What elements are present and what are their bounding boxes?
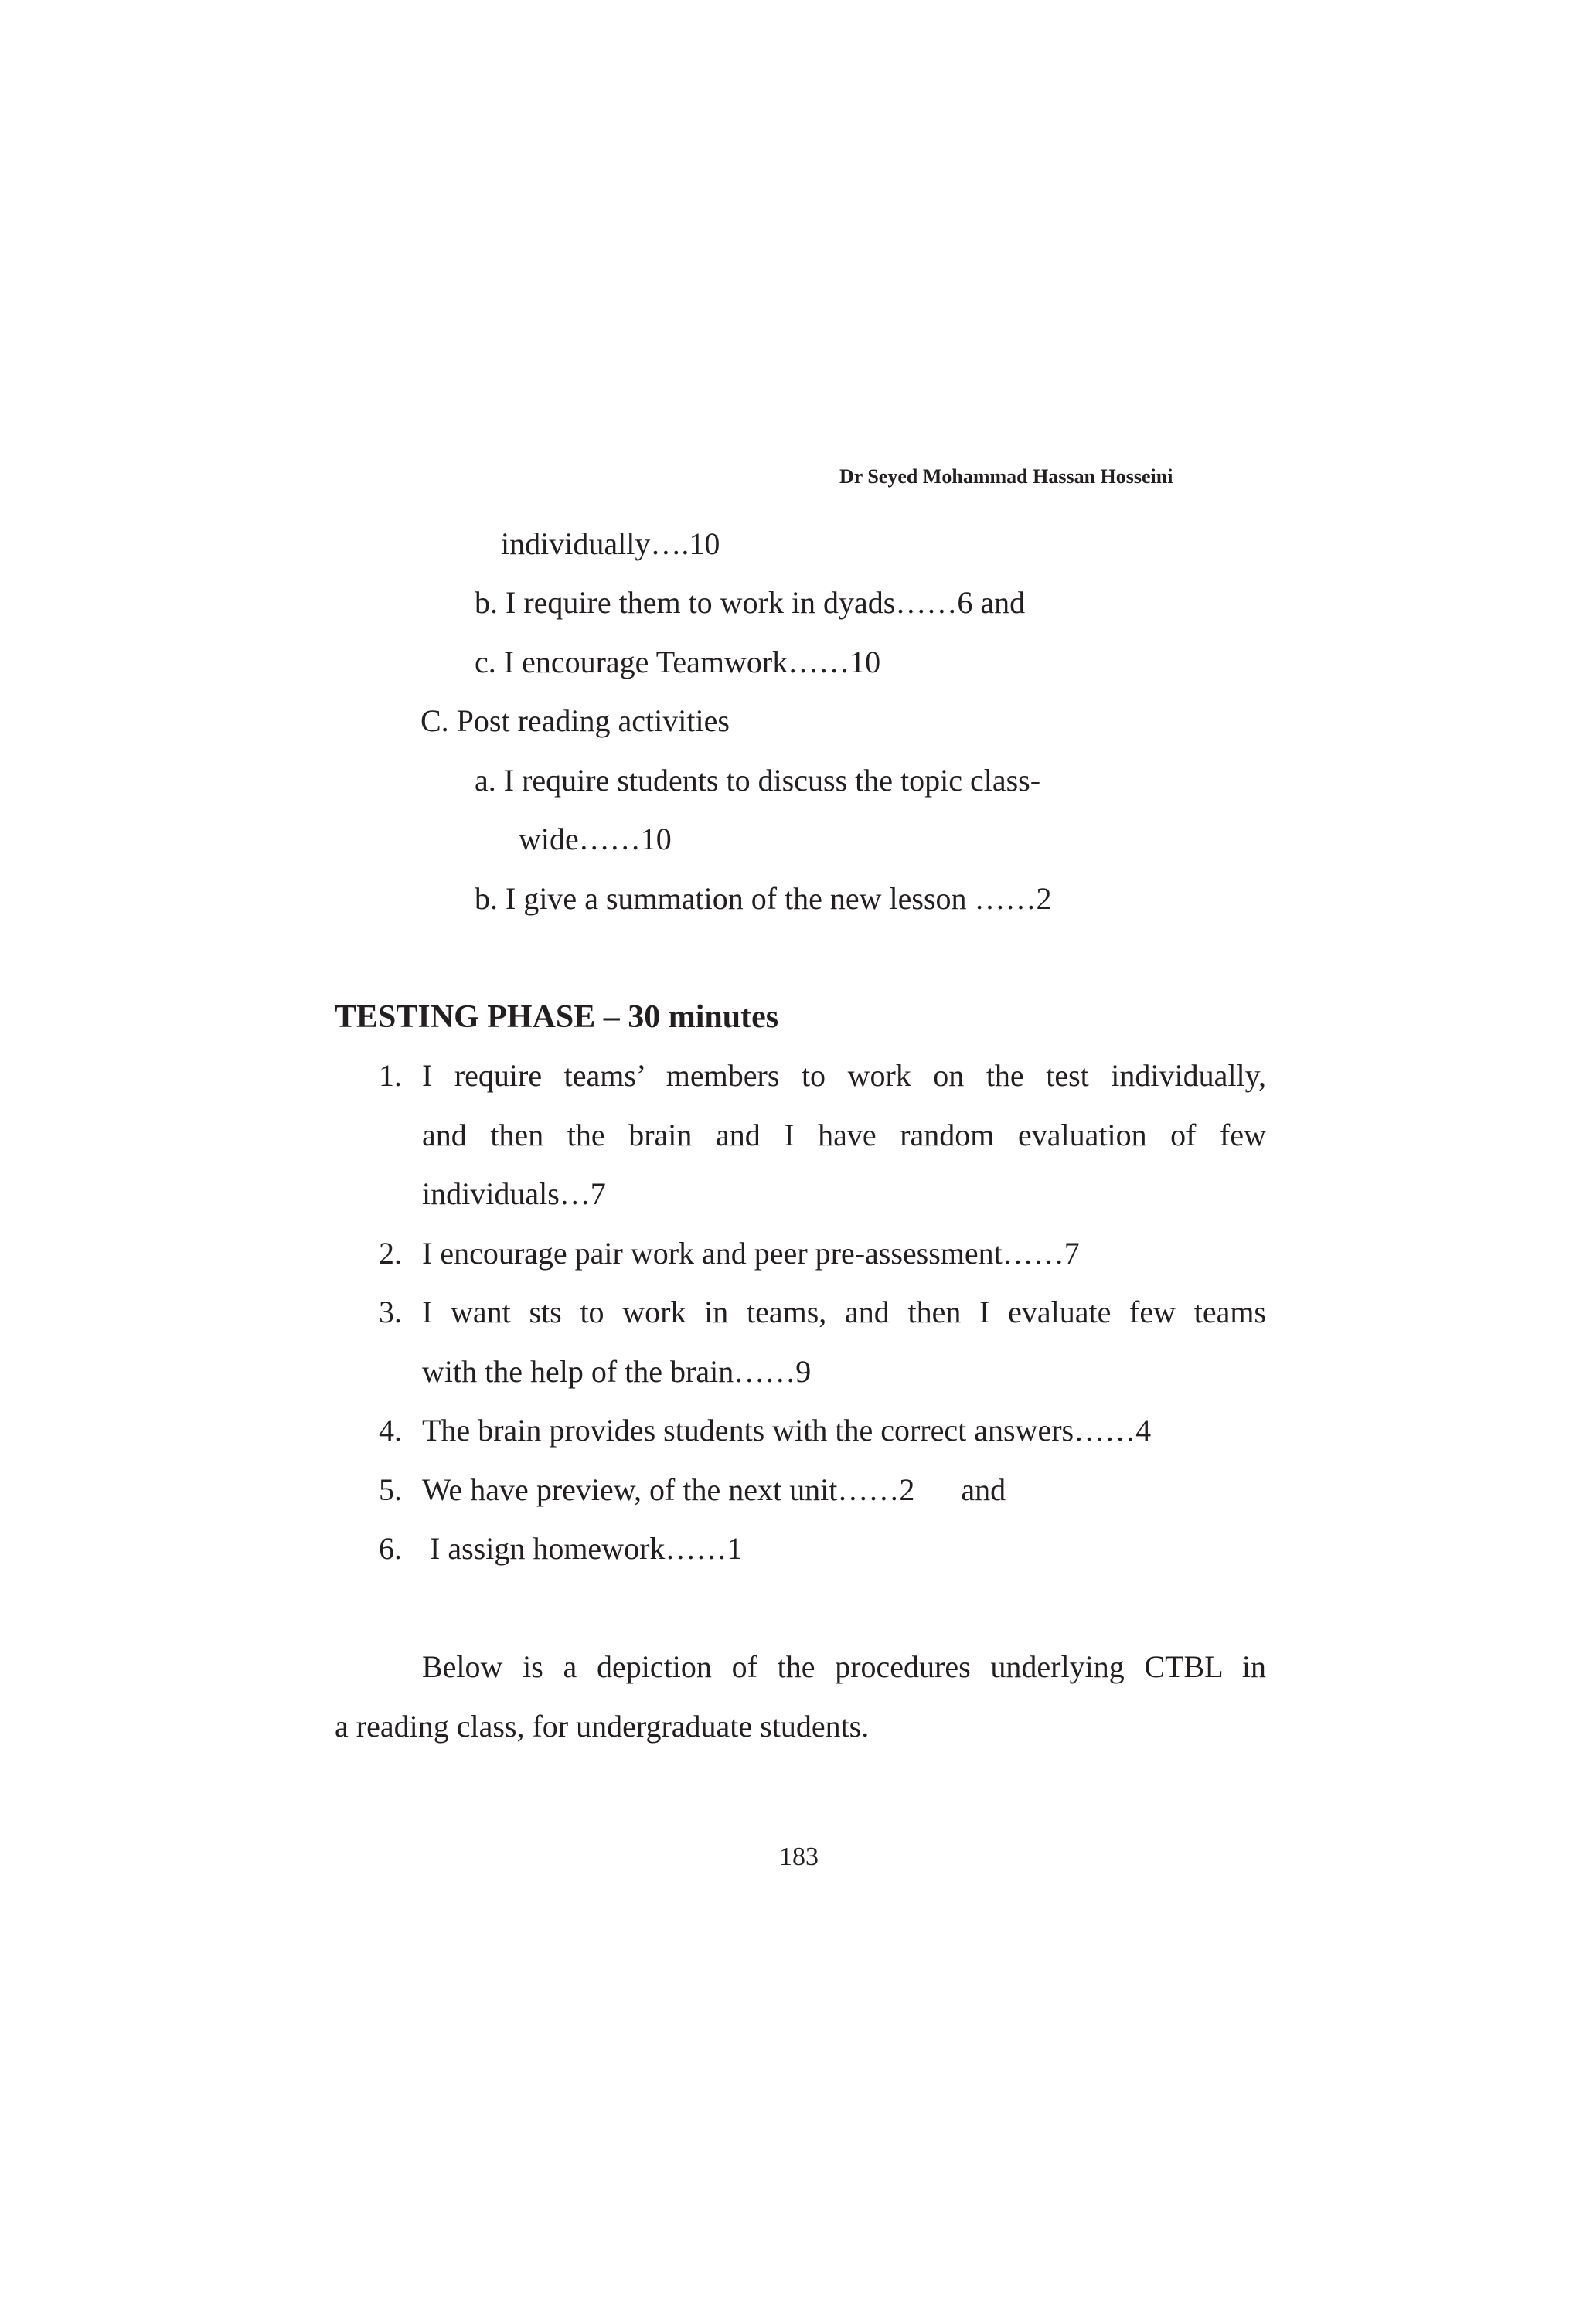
testing-item-1-line1: I require teams’ members to work on the test individually, bbox=[422, 1058, 1266, 1093]
testing-item-5-line1: We have preview, of the next unit……2 and bbox=[422, 1472, 1006, 1507]
running-header-author: Dr Seyed Mohammad Hassan Hosseini bbox=[839, 465, 1173, 488]
closing-paragraph-line1: Below is a depiction of the procedures underlying CTBL in bbox=[422, 1649, 1266, 1684]
list-item-b-dyads: b. I require them to work in dyads……6 and bbox=[475, 585, 1026, 620]
list-item-c-teamwork: c. I encourage Teamwork……10 bbox=[475, 645, 881, 679]
testing-item-number: 1. bbox=[379, 1058, 402, 1093]
testing-item-4-line1: The brain provides students with the correct answers……4 bbox=[422, 1413, 1152, 1448]
post-reading-item-a-line2: wide……10 bbox=[519, 822, 672, 856]
testing-item-6-line1: I assign homework……1 bbox=[422, 1531, 743, 1566]
testing-item-number: 5. bbox=[379, 1472, 402, 1507]
closing-paragraph-line2: a reading class, for undergraduate students. bbox=[335, 1709, 870, 1744]
testing-item-number: 3. bbox=[379, 1295, 402, 1329]
list-line-individually: individually….10 bbox=[501, 526, 720, 561]
testing-item-1-line3: individuals…7 bbox=[422, 1176, 606, 1211]
page-number: 183 bbox=[779, 1843, 819, 1871]
testing-item-number: 2. bbox=[379, 1236, 402, 1271]
testing-phase-heading: TESTING PHASE – 30 minutes bbox=[335, 999, 779, 1035]
testing-item-2-line1: I encourage pair work and peer pre-assessment……7 bbox=[422, 1236, 1080, 1271]
testing-item-number: 6. bbox=[379, 1531, 402, 1566]
testing-item-1-line2: and then the brain and I have random evaluation of few bbox=[422, 1118, 1266, 1152]
post-reading-item-a-line1: a. I require students to discuss the topic class- bbox=[475, 763, 1041, 798]
testing-item-3-line2: with the help of the brain……9 bbox=[422, 1354, 812, 1389]
testing-item-number: 4. bbox=[379, 1413, 402, 1448]
post-reading-activities-heading: C. Post reading activities bbox=[420, 703, 730, 738]
testing-item-3-line1: I want sts to work in teams, and then I evaluate few teams bbox=[422, 1295, 1266, 1329]
post-reading-item-b: b. I give a summation of the new lesson ……2 bbox=[475, 881, 1052, 916]
